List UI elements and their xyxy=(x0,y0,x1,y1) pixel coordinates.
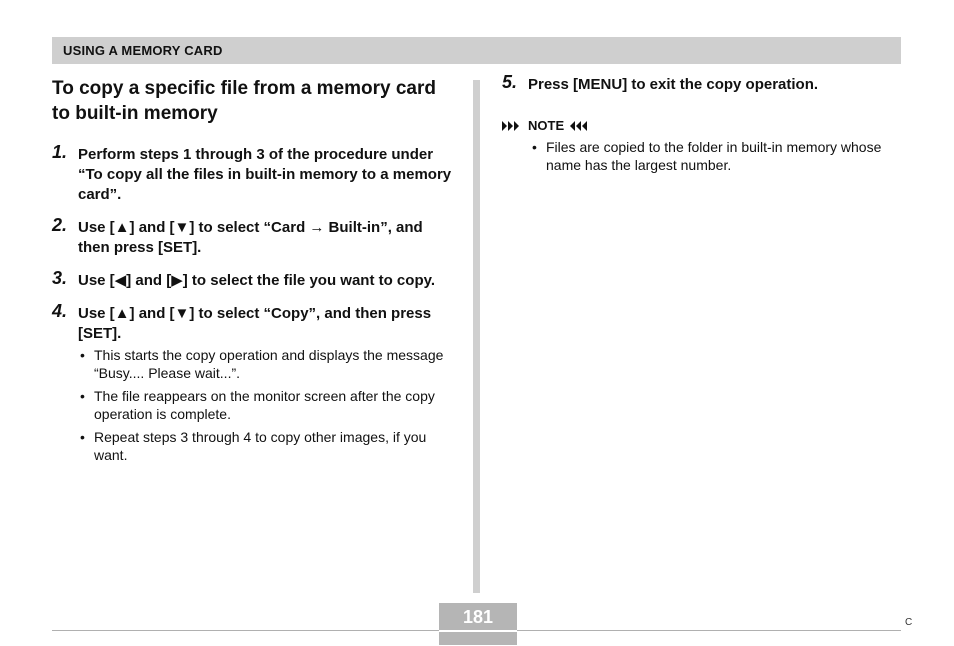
note-arrows-right-icon xyxy=(502,120,522,132)
page-title: To copy a specific file from a memory card to built-in memory xyxy=(52,78,436,124)
page-number-box xyxy=(439,603,517,645)
list-item: • Repeat steps 3 through 4 to copy other images, if you want. xyxy=(80,429,427,463)
step-number: 1. xyxy=(52,142,68,162)
section-header-title: USING A MEMORY CARD xyxy=(63,43,223,58)
page-number: 181 xyxy=(439,603,517,630)
column-divider xyxy=(473,80,480,593)
step-number: 4. xyxy=(52,301,68,321)
list-item: • Files are copied to the folder in built-in memory whose name has the largest number. xyxy=(532,139,882,173)
step-text: Use [▲] and [▼] to select “Card → Built-in”, and then press [SET]. xyxy=(78,219,423,256)
section-header-bar xyxy=(52,37,901,64)
step-number: 2. xyxy=(52,215,68,235)
list-item: • The file reappears on the monitor screen after the copy operation is complete. xyxy=(80,388,435,422)
step-5 xyxy=(502,72,902,95)
step-text: Perform steps 1 through 3 of the procedure under “To copy all the files in built-in memory to a memory card”. xyxy=(78,146,452,203)
note-label: NOTE xyxy=(528,118,565,133)
note-bullets xyxy=(530,138,902,174)
step-text: Press [MENU] to exit the copy operation. xyxy=(528,76,819,93)
note-heading xyxy=(502,118,902,133)
step-4 xyxy=(52,301,457,464)
left-column xyxy=(52,76,457,477)
step-text: Use [◀] and [▶] to select the file you want to copy. xyxy=(78,272,435,289)
step-text: Use [▲] and [▼] to select “Copy”, and then press [SET]. xyxy=(78,305,432,342)
step-number: 3. xyxy=(52,268,68,288)
step-4-bullets xyxy=(78,346,457,464)
step-2 xyxy=(52,215,457,258)
step-number: 5. xyxy=(502,72,518,92)
note-arrows-left-icon xyxy=(570,120,590,132)
step-3 xyxy=(52,268,457,291)
list-item: • This starts the copy operation and displays the message “Busy.... Please wait...”. xyxy=(80,347,444,381)
step-1 xyxy=(52,142,457,205)
corner-mark: C xyxy=(905,617,913,628)
right-column xyxy=(502,72,902,179)
